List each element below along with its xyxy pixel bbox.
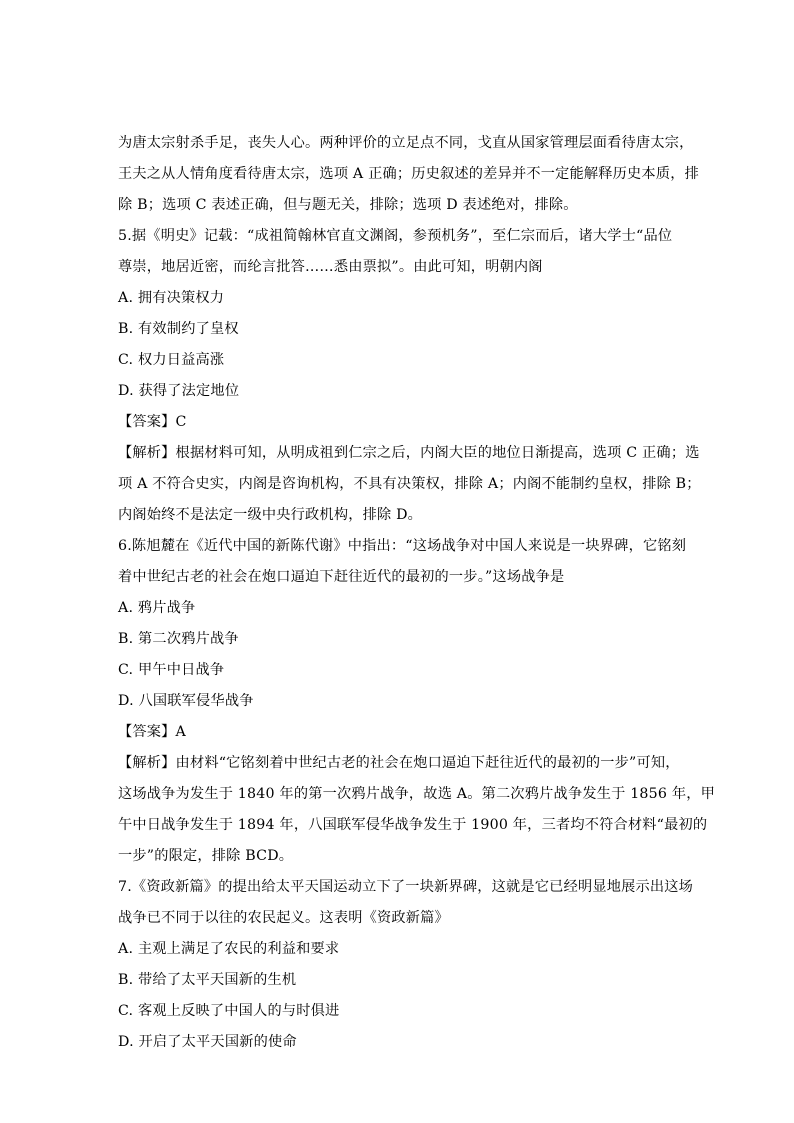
question-7-stem: 7.《资政新篇》的提出给太平天国运动立下了一块新界碑，这就是它已经明显地展示出这场: [118, 879, 694, 895]
question-6-analysis: 一步”的限定，排除 BCD。: [118, 848, 294, 864]
question-6-option-d: D. 八国联军侵华战争: [118, 693, 254, 709]
question-5-analysis: 内阁始终不是法定一级中央行政机构，排除 D。: [118, 507, 423, 523]
question-5-answer: 【答案】C: [118, 414, 187, 430]
question-5-option-c: C. 权力日益高涨: [118, 352, 225, 368]
question-7-option-b: B. 带给了太平天国新的生机: [118, 972, 297, 988]
question-5-analysis: 【解析】根据材料可知，从明成祖到仁宗之后，内阁大臣的地位日渐提高，选项 C 正确；选: [118, 445, 700, 461]
question-6-stem: 6.陈旭麓在《近代中国的新陈代谢》中指出：“这场战争对中国人来说是一块界碑，它铭刻: [118, 538, 687, 554]
question-5-stem: 5.据《明史》记载：“成祖简翰林官直文渊阁，参预机务”，至仁宗而后，诸大学士“品位: [118, 228, 673, 244]
question-6-option-b: B. 第二次鸦片战争: [118, 631, 239, 647]
question-6-answer: 【答案】A: [118, 724, 186, 740]
question-5-stem: 尊崇，地居近密，而纶言批答……悉由票拟”。由此可知，明朝内阁: [118, 259, 543, 275]
question-7-stem: 战争已不同于以往的农民起义。这表明《资政新篇》: [118, 910, 449, 926]
question-7-option-a: A. 主观上满足了农民的利益和要求: [118, 941, 340, 957]
question-6-option-c: C. 甲午中日战争: [118, 662, 225, 678]
question-6-analysis: 午中日战争发生于 1894 年，八国联军侵华战争发生于 1900 年，三者均不符合材料“最初的: [118, 817, 708, 833]
question-6-stem: 着中世纪古老的社会在炮口逼迫下赶往近代的最初的一步。”这场战争是: [118, 569, 565, 585]
text-line: 除 B；选项 C 表述正确，但与题无关，排除；选项 D 表述绝对，排除。: [118, 197, 578, 213]
text-line: 王夫之从人情角度看待唐太宗，选项 A 正确；历史叙述的差异并不一定能解释历史本质，排: [118, 166, 699, 182]
question-5-option-b: B. 有效制约了皇权: [118, 321, 239, 337]
text-line: 为唐太宗射杀手足，丧失人心。两种评价的立足点不同，戈直从国家管理层面看待唐太宗，: [118, 135, 694, 151]
question-6-option-a: A. 鸦片战争: [118, 600, 196, 616]
question-5-option-a: A. 拥有决策权力: [118, 290, 225, 306]
question-7-option-c: C. 客观上反映了中国人的与时俱进: [118, 1003, 340, 1019]
question-5-option-d: D. 获得了法定地位: [118, 383, 240, 399]
question-5-analysis: 项 A 不符合史实，内阁是咨询机构，不具有决策权，排除 A；内阁不能制约皇权，排除 B；: [118, 476, 701, 492]
question-6-analysis: 这场战争为发生于 1840 年的第一次鸦片战争，故选 A。第二次鸦片战争发生于 1856 年，甲: [118, 786, 715, 802]
document-body: [118, 128, 715, 1058]
question-7-option-d: D. 开启了太平天国新的使命: [118, 1034, 297, 1050]
question-6-analysis: 【解析】由材料“它铭刻着中世纪古老的社会在炮口逼迫下赶往近代的最初的一步”可知，: [118, 755, 680, 771]
